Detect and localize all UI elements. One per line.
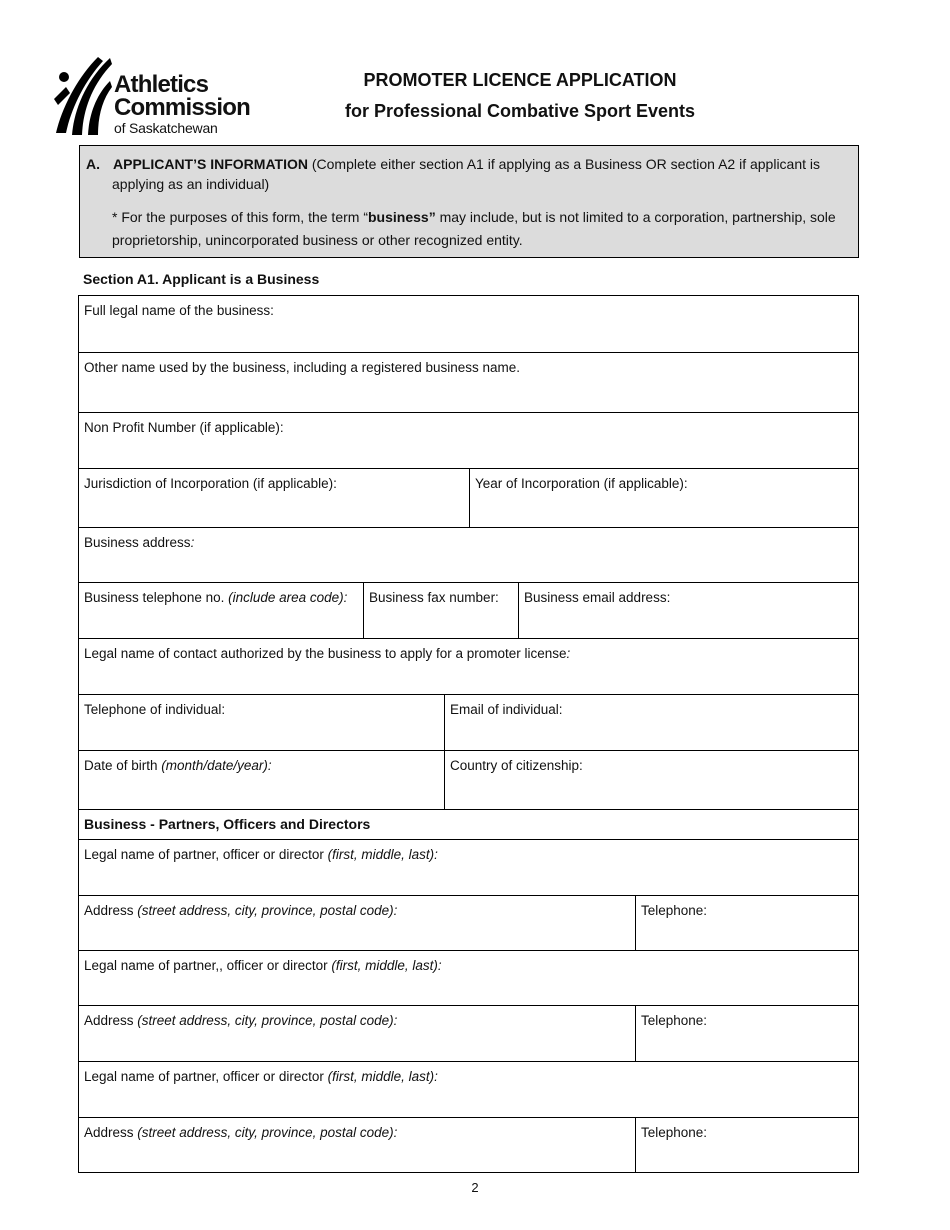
logo-line-1: Athletics (114, 71, 209, 98)
partner-3-telephone-label: Telephone: (641, 1125, 708, 1140)
business-telephone-field[interactable] (79, 583, 363, 638)
individual-telephone-field[interactable] (79, 695, 444, 750)
partner-1-name-field[interactable] (79, 840, 858, 895)
citizenship-label: Country of citizenship: (450, 758, 583, 773)
citizenship-field[interactable] (444, 751, 858, 809)
individual-email-label: Email of individual: (450, 702, 563, 717)
partner-1-address-field[interactable] (79, 896, 635, 950)
partner-2-address-field[interactable] (79, 1006, 635, 1061)
note-term: business” (368, 209, 436, 225)
note-text: * For the purposes of this form, the term “ (112, 209, 368, 225)
note-text-cont: may include, but is not limited to a corporation, partnership, sole proprietorship, unincorporated business or other recognized entity. (112, 209, 836, 248)
partner-3-address-label: Address (84, 1125, 138, 1140)
partner-2-address-label: Address (84, 1013, 138, 1028)
form-title: PROMOTER LICENCE APPLICATION (363, 70, 677, 90)
partner-1-name-note: (first, middle, last): (327, 847, 438, 862)
business-email-field[interactable] (518, 583, 858, 638)
partner-1-telephone-field[interactable] (635, 896, 858, 950)
business-address-label: Business address (84, 535, 191, 550)
page-number: 2 (471, 1180, 479, 1195)
business-fax-field[interactable] (363, 583, 518, 638)
jurisdiction-field[interactable] (79, 469, 469, 527)
section-a1-title: Section A1. Applicant is a Business (83, 271, 320, 287)
date-of-birth-label: Date of birth (84, 758, 162, 773)
year-field[interactable] (469, 469, 858, 527)
section-a-heading: APPLICANT’S INFORMATION (113, 156, 308, 172)
legal-name-label: Full legal name of the business: (84, 303, 274, 318)
jurisdiction-label: Jurisdiction of Incorporation (if applicable): (84, 476, 337, 491)
authorized-contact-colon: : (566, 646, 571, 661)
business-email-label: Business email address: (524, 590, 671, 605)
other-name-field[interactable] (79, 353, 858, 412)
partner-3-name-note: (first, middle, last): (327, 1069, 438, 1084)
partner-2-telephone-field[interactable] (635, 1006, 858, 1061)
other-name-label: Other name used by the business, including a registered business name. (84, 360, 521, 375)
partner-2-name-field[interactable] (79, 951, 858, 1005)
date-of-birth-field[interactable] (79, 751, 444, 809)
partner-3-telephone-field[interactable] (635, 1118, 858, 1172)
partner-2-address-note: (street address, city, province, postal code): (137, 1013, 398, 1028)
section-a-letter: A. (86, 156, 100, 172)
non-profit-field[interactable] (79, 413, 858, 468)
partner-1-name-label: Legal name of partner, officer or director (84, 847, 328, 862)
partner-1-address-note: (street address, city, province, postal code): (137, 903, 398, 918)
business-form-table (78, 295, 859, 1173)
business-definition-note (112, 206, 852, 252)
section-a-instruction-cont: applying as an individual) (112, 176, 270, 192)
business-address-field[interactable] (79, 528, 858, 582)
business-telephone-label: Business telephone no. (84, 590, 229, 605)
logo-line-2: Commission (114, 94, 251, 121)
business-address-colon: : (190, 535, 195, 550)
section-a-box (79, 145, 859, 258)
year-label: Year of Incorporation (if applicable): (475, 476, 688, 491)
legal-name-field[interactable] (79, 296, 858, 352)
partner-2-name-note: (first, middle, last): (331, 958, 442, 973)
athlete-swoosh-icon (52, 55, 112, 135)
partners-heading: Business - Partners, Officers and Directors (84, 816, 371, 832)
partner-3-name-field[interactable] (79, 1062, 858, 1117)
form-subtitle: for Professional Combative Sport Events (344, 101, 696, 121)
individual-telephone-label: Telephone of individual: (84, 702, 226, 717)
logo-line-3: of Saskatchewan (114, 120, 218, 136)
authorized-contact-field[interactable] (79, 639, 858, 694)
non-profit-label: Non Profit Number (if applicable): (84, 420, 284, 435)
partner-3-name-label: Legal name of partner, officer or director (84, 1069, 328, 1084)
partner-1-address-label: Address (84, 903, 138, 918)
partner-3-address-note: (street address, city, province, postal code): (137, 1125, 398, 1140)
partner-3-address-field[interactable] (79, 1118, 635, 1172)
commission-logo (52, 55, 252, 137)
partner-2-name-label: Legal name of partner,, officer or director (84, 958, 332, 973)
partner-1-telephone-label: Telephone: (641, 903, 708, 918)
date-of-birth-note: (month/date/year): (161, 758, 272, 773)
business-telephone-note: (include area code): (228, 590, 348, 605)
partner-2-telephone-label: Telephone: (641, 1013, 708, 1028)
individual-email-field[interactable] (444, 695, 858, 750)
authorized-contact-label: Legal name of contact authorized by the business to apply for a promoter license (84, 646, 567, 661)
section-a-instruction: (Complete either section A1 if applying as a Business OR section A2 if applicant is (311, 156, 821, 172)
business-fax-label: Business fax number: (369, 590, 499, 605)
